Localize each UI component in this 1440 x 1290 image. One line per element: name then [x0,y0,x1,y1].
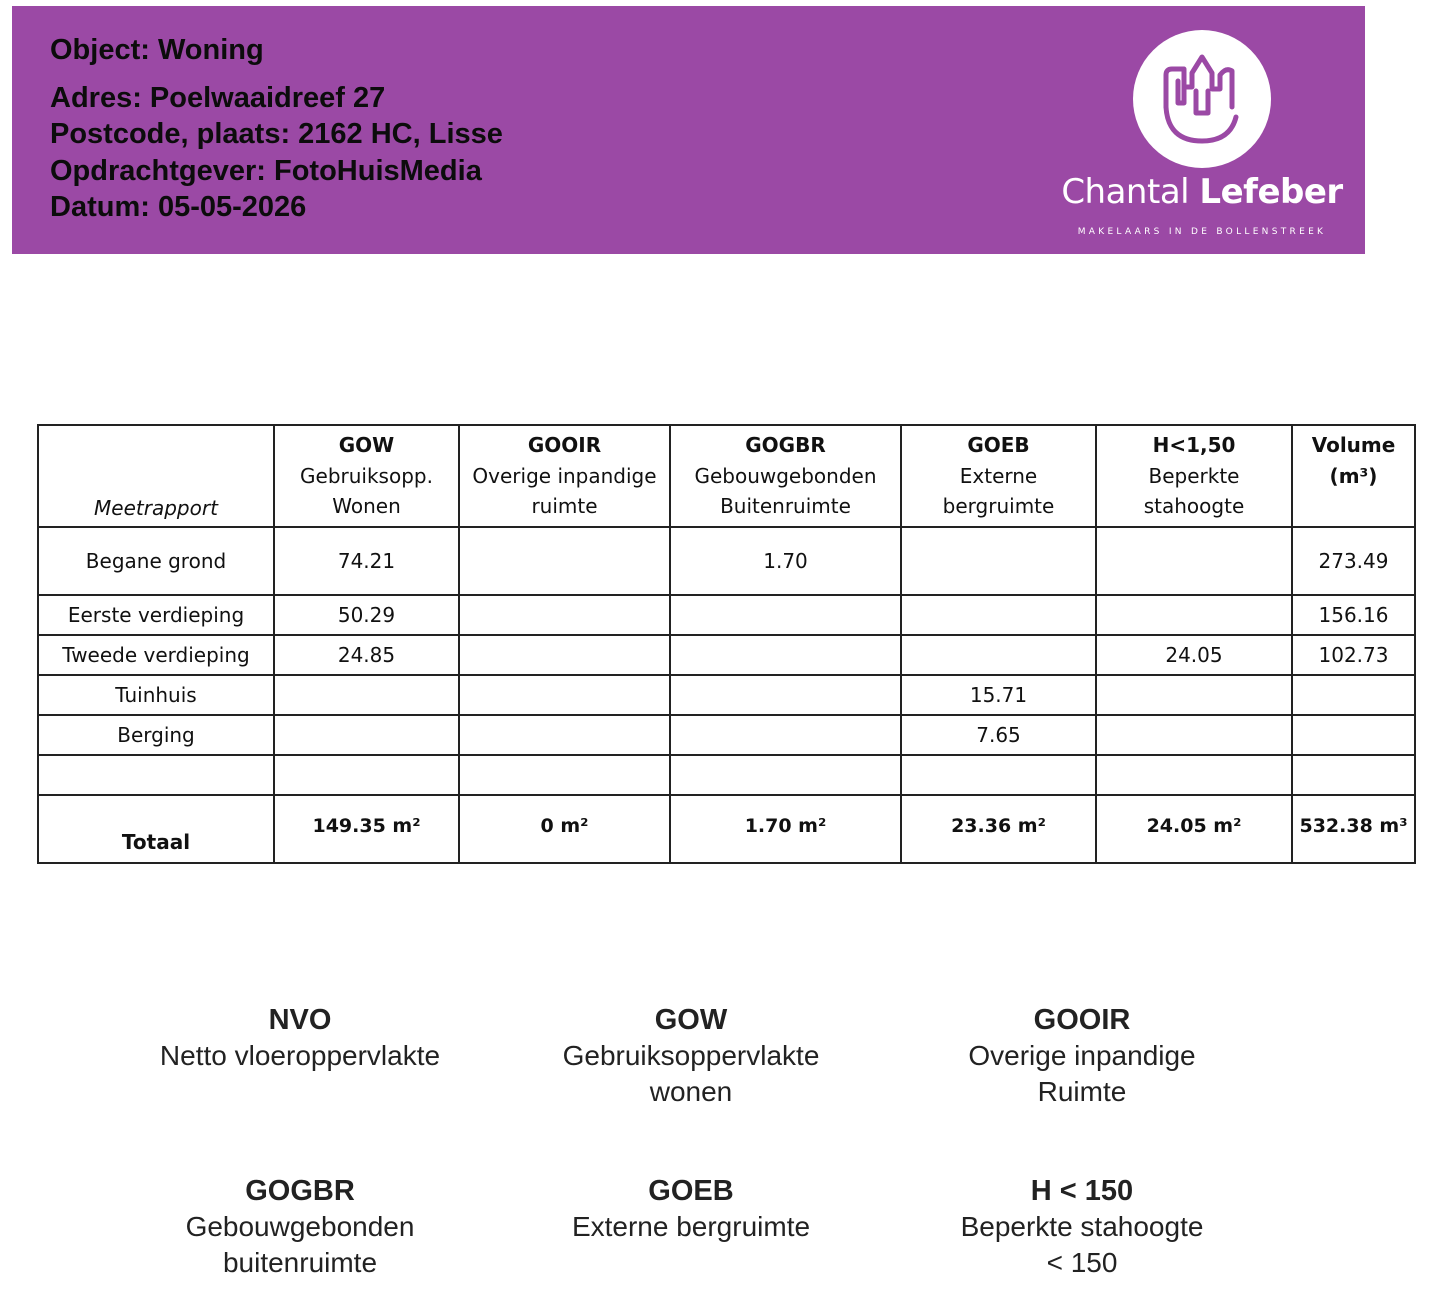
total-label: Totaal [38,795,274,863]
legend-item-nvo: NVO Netto vloeroppervlakte [159,1004,441,1071]
table-corner-label: Meetrapport [38,425,274,527]
table-cell [274,755,459,795]
header-object: Object: Woning [50,34,264,66]
total-cell: 24.05 m² [1096,795,1292,863]
table-cell [1096,675,1292,715]
table-cell [459,635,670,675]
table-cell [901,635,1096,675]
legend-item-h150: H < 150 Beperkte stahoogte < 150 [960,1175,1204,1278]
table-row [38,715,1415,755]
header-info [50,32,503,226]
column-header: GOOIR Overige inpandige ruimte [459,425,670,527]
header-date: Datum: 05-05-2026 [50,191,307,223]
total-cell: 149.35 m² [274,795,459,863]
table-row [38,635,1415,675]
table-cell: 273.49 [1292,527,1415,595]
table-header-row [38,425,1415,527]
table-cell [901,755,1096,795]
table-row [38,527,1415,595]
table-cell [1096,527,1292,595]
header-banner [12,6,1365,254]
total-cell: 1.70 m² [670,795,901,863]
row-label: Begane grond [38,527,274,595]
house-in-circle-icon [1132,29,1272,169]
legend-item-gooir: GOOIR Overige inpandige Ruimte [968,1004,1196,1107]
table-cell: 24.85 [274,635,459,675]
total-cell: 23.36 m² [901,795,1096,863]
table-cell [1292,755,1415,795]
header-postcode: Postcode, plaats: 2162 HC, Lisse [50,118,503,150]
table-cell: 50.29 [274,595,459,635]
table-cell [1292,675,1415,715]
column-header: GOEB Externe bergruimte [901,425,1096,527]
row-label: Tweede verdieping [38,635,274,675]
table-cell: 74.21 [274,527,459,595]
company-tagline: MAKELAARS IN DE BOLLENSTREEK [1077,227,1327,237]
column-header: GOGBR Gebouwgebonden Buitenruimte [670,425,901,527]
table-cell [274,715,459,755]
legend-item-gogbr: GOGBR Gebouwgebonden buitenruimte [185,1175,415,1278]
table-cell: 102.73 [1292,635,1415,675]
row-label: Eerste verdieping [38,595,274,635]
company-name-light: Chantal [1061,172,1190,212]
table-row [38,675,1415,715]
table-cell [1096,715,1292,755]
table-cell: 7.65 [901,715,1096,755]
table-total-row [38,795,1415,863]
header-address: Adres: Poelwaaidreef 27 [50,81,386,114]
table-cell [901,527,1096,595]
table-cell [1096,595,1292,635]
column-header: H<1,50 Beperkte stahoogte [1096,425,1292,527]
table-cell [670,755,901,795]
row-label: Tuinhuis [38,675,274,715]
measurement-table [37,424,1416,864]
company-name-bold: Lefeber [1199,172,1343,212]
column-header: Volume (m³) [1292,425,1415,527]
header-client: Opdrachtgever: FotoHuisMedia [50,154,482,187]
table-cell [459,715,670,755]
table-cell [1292,715,1415,755]
table-cell [459,527,670,595]
table-cell [274,675,459,715]
table-cell [459,755,670,795]
table-cell: 1.70 [670,527,901,595]
table-cell [670,675,901,715]
table-cell [1096,755,1292,795]
table-cell [901,595,1096,635]
table-cell [670,635,901,675]
total-cell: 532.38 m³ [1292,795,1415,863]
company-name [1052,172,1352,212]
table-cell: 15.71 [901,675,1096,715]
table-cell [459,595,670,635]
table-row-empty [38,755,1415,795]
legend-item-goeb: GOEB Externe bergruimte [571,1175,811,1242]
row-label: Berging [38,715,274,755]
legend-item-gow: GOW Gebruiksoppervlakte wonen [562,1004,820,1107]
total-cell: 0 m² [459,795,670,863]
table-cell: 24.05 [1096,635,1292,675]
table-row [38,595,1415,635]
table-cell [459,675,670,715]
table-cell [670,595,901,635]
company-logo [1052,24,1352,244]
row-label [38,755,274,795]
column-header: GOW Gebruiksopp. Wonen [274,425,459,527]
table-cell [670,715,901,755]
table-cell: 156.16 [1292,595,1415,635]
